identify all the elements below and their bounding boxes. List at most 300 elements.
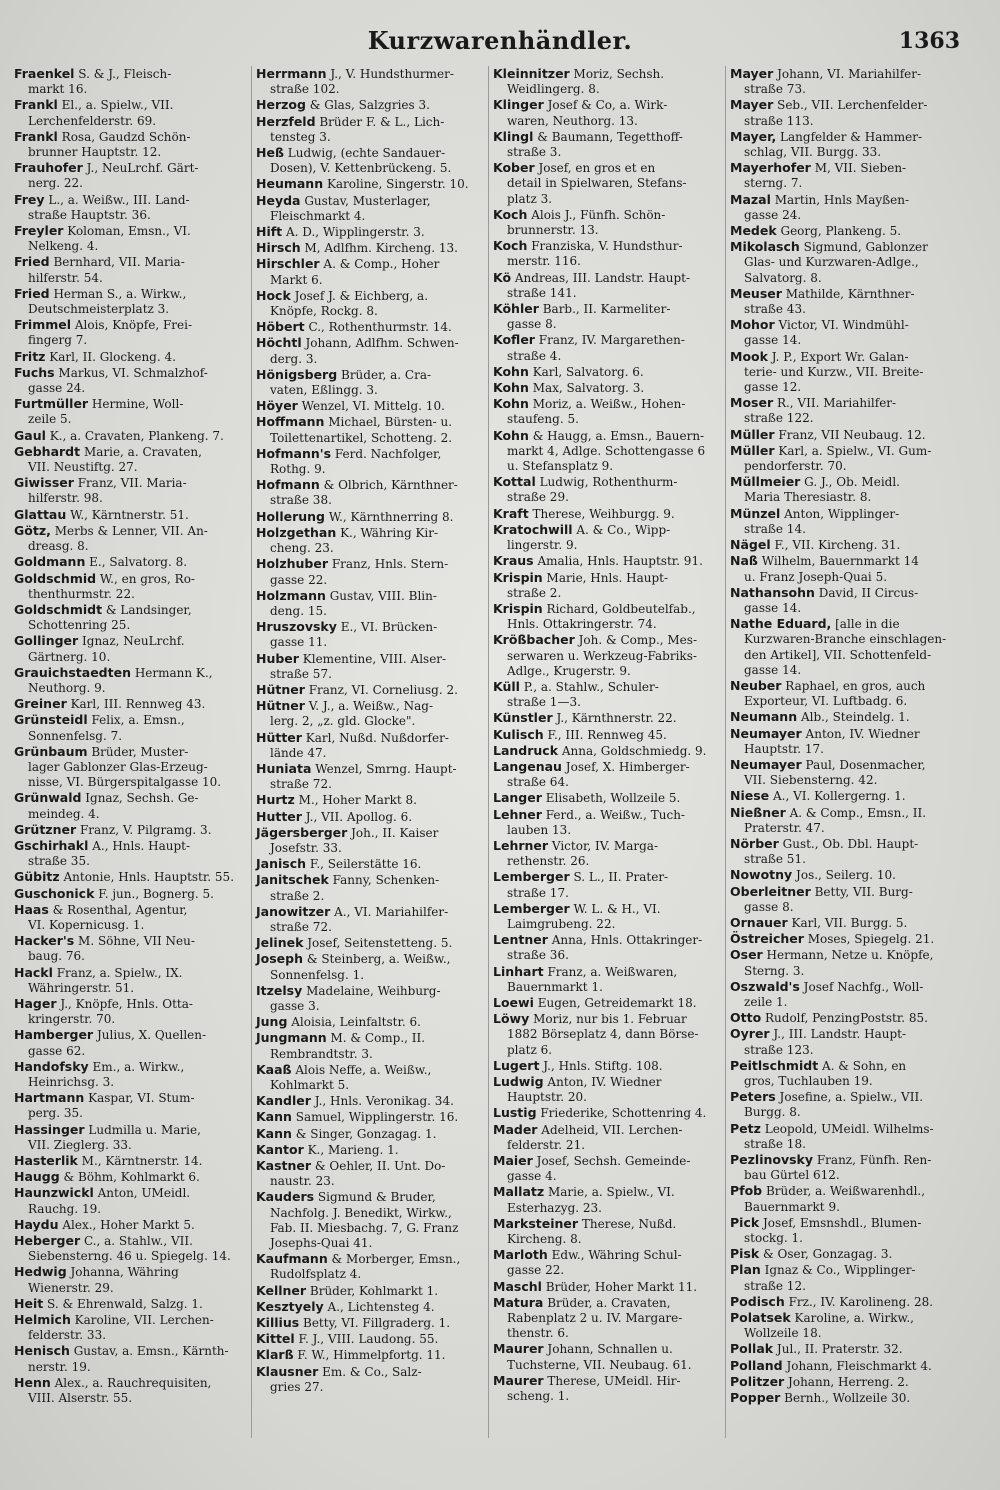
entry-details: Brüder F. & L., Lich- [319, 114, 445, 129]
entry-details: Brüder, Hoher Markt 11. [545, 1279, 698, 1294]
entry-name: Jägersberger [256, 824, 348, 840]
directory-entry [256, 66, 485, 97]
directory-entry [256, 193, 485, 224]
directory-entry [493, 1295, 722, 1342]
entry-details: Franz, a. Weißwaren, [547, 964, 678, 979]
entry-details: Eugen, Getreidemarkt 18. [537, 995, 697, 1010]
entry-name: Otto [730, 1010, 762, 1026]
entry-name: Mayerhofer [730, 160, 811, 176]
directory-entry [730, 506, 959, 537]
directory-entry [256, 1331, 485, 1347]
entry-details: Franz, V. Pilgramg. 3. [79, 822, 212, 837]
entry-details: Franz, Hnls. Stern- [331, 557, 449, 572]
entry-continuation: nerstr. 19. [28, 1359, 91, 1374]
entry-continuation: straße 72. [270, 919, 332, 934]
entry-continuation: Rudolfsplatz 4. [270, 1267, 362, 1282]
entry-details: Franz, a. Spielw., IX. [56, 965, 183, 980]
directory-entry [14, 869, 248, 885]
entry-details: Friederike, Schottenring 4. [540, 1106, 707, 1121]
entry-continuation: Markt 6. [270, 272, 323, 287]
directory-column [725, 66, 962, 1438]
entry-continuation: Hauptstr. 20. [507, 1090, 587, 1105]
entry-details: Sigmund, Gablonzer [803, 240, 928, 255]
entry-name: Itzelsy [256, 982, 303, 998]
directory-entry [14, 696, 248, 712]
directory-entry [14, 965, 248, 996]
entry-name: Pezlinovsky [730, 1152, 814, 1168]
entry-details: Alex., Hoher Markt 5. [62, 1217, 195, 1232]
entry-name: Koch [493, 206, 528, 222]
entry-continuation: derg. 3. [270, 351, 318, 366]
entry-details: & Böhm, Kohlmarkt 6. [63, 1170, 200, 1185]
entry-name: Polland [730, 1357, 783, 1373]
entry-details: Karl, Nußd. Nußdorfer- [305, 730, 449, 745]
entry-details: C., Rothenthurmstr. 14. [308, 320, 452, 335]
directory-entry [14, 1169, 248, 1185]
entry-name: Neumann [730, 709, 798, 725]
entry-name: Kleinnitzer [493, 66, 570, 81]
entry-name: Herzfeld [256, 113, 316, 129]
entry-continuation: Heinrichsg. 3. [28, 1075, 115, 1089]
entry-continuation: Burgg. 8. [744, 1105, 801, 1120]
entry-details: Johann, Fleischmarkt 4. [786, 1358, 932, 1373]
entry-continuation: lauben 13. [507, 822, 572, 837]
entry-continuation: straße 18. [744, 1136, 806, 1151]
entry-name: Maier [493, 1153, 533, 1169]
entry-details: Marie, a. Cravaten, [83, 444, 202, 459]
entry-name: Naß [730, 553, 758, 569]
directory-entry [730, 1246, 959, 1262]
directory-entry [493, 632, 722, 679]
directory-entry [493, 1011, 722, 1058]
entry-continuation: sterng. 7. [744, 176, 803, 191]
entry-name: Janitschek [256, 872, 329, 888]
entry-details: Alex., a. Rauchrequisiten, [54, 1375, 212, 1390]
entry-details: Ferd., a. Weißw., Tuch- [545, 807, 685, 822]
directory-entry [256, 367, 485, 398]
directory-entry [14, 97, 248, 128]
entry-details: Josef, Emsnshdl., Blumen- [763, 1215, 922, 1230]
directory-entry [730, 1121, 959, 1152]
directory-entry [256, 335, 485, 366]
entry-continuation: u. Franz Joseph-Quai 5. [744, 569, 888, 584]
entry-details: Koloman, Emsn., VI. [67, 224, 191, 239]
entry-name: Mook [730, 348, 768, 364]
entry-continuation: straße 51. [744, 852, 806, 867]
entry-continuation: rethenstr. 26. [507, 854, 590, 869]
entry-details: Merbs & Lenner, VII. An- [54, 523, 208, 538]
page-number: 1363 [898, 28, 960, 54]
entry-details: & Haugg, a. Emsn., Bauern- [532, 428, 705, 443]
entry-details: M., Hoher Markt 8. [298, 793, 417, 808]
entry-name: Kittel [256, 1331, 295, 1347]
entry-name: Huniata [256, 760, 312, 776]
entry-name: Lemberger [493, 869, 570, 885]
entry-name: Jung [256, 1014, 288, 1030]
directory-entry [256, 951, 485, 982]
entry-continuation: gasse 11. [270, 635, 328, 650]
entry-details: Anton, UMeidl. [97, 1186, 191, 1201]
entry-name: Kohn [493, 380, 529, 396]
entry-details: Raphael, en gros, auch [785, 678, 926, 693]
entry-name: Kö [493, 269, 512, 285]
entry-continuation: Maria Theresiastr. 8. [744, 490, 872, 505]
entry-name: Mallatz [493, 1184, 545, 1200]
directory-entry [14, 633, 248, 664]
entry-details: W., Kärntnerstr. 51. [70, 507, 189, 522]
entry-details: & Rosenthal, Agentur, [52, 902, 188, 917]
entry-name: Heyda [256, 192, 301, 208]
entry-name: Linhart [493, 963, 544, 979]
entry-details: Jos., Seilerg. 10. [796, 868, 896, 883]
directory-entry [14, 554, 248, 570]
directory-entry [493, 1341, 722, 1372]
directory-entry [730, 317, 959, 348]
entry-continuation: nerg. 22. [28, 176, 83, 191]
entry-continuation: gasse 8. [744, 899, 794, 914]
entry-name: Peitlschmidt [730, 1057, 819, 1073]
entry-details: Moriz, a. Weißw., Hohen- [532, 397, 686, 412]
entry-name: Kohn [493, 363, 529, 379]
entry-name: Lugert [493, 1057, 540, 1073]
directory-entry [493, 380, 722, 396]
entry-details: Elisabeth, Wollzeile 5. [545, 791, 681, 806]
directory-entry [493, 364, 722, 380]
entry-continuation: straße 1—3. [507, 695, 581, 710]
directory-entry [493, 710, 722, 726]
entry-details: Josef & Co, a. Wirk- [547, 98, 668, 113]
entry-name: Nießner [730, 804, 786, 820]
entry-details: Karl, VII. Burgg. 5. [791, 915, 908, 930]
entry-continuation: lingerstr. 9. [507, 538, 578, 553]
entry-continuation: gasse 24. [744, 207, 802, 222]
entry-continuation: gasse 8. [507, 317, 557, 332]
entry-name: Frankl [14, 128, 58, 144]
directory-entry [493, 553, 722, 569]
directory-entry [730, 805, 959, 836]
entry-continuation: straße 3. [507, 145, 562, 160]
entry-name: Herzog [256, 97, 306, 113]
entry-continuation: dreasg. 8. [28, 539, 89, 554]
entry-name: Pisk [730, 1246, 760, 1262]
entry-details: Marie, a. Spielw., VI. [547, 1185, 675, 1200]
entry-details: F., VII. Kircheng. 31. [774, 538, 901, 553]
entry-name: Hurtz [256, 792, 295, 808]
entry-continuation: serwaren u. Werkzeug-Fabriks- [507, 648, 697, 663]
entry-details: [alle in die [835, 617, 900, 632]
entry-name: Müllmeier [730, 474, 801, 490]
entry-details: Gustav, VIII. Blin- [329, 588, 437, 603]
entry-continuation: baug. 76. [28, 949, 85, 964]
directory-entry [14, 365, 248, 396]
directory-entry [493, 428, 722, 475]
entry-details: Moriz, Sechsh. [573, 67, 665, 81]
entry-details: Karoline, Singerstr. 10. [326, 177, 469, 192]
entry-details: David, II Circus- [818, 585, 919, 600]
entry-name: Fritz [14, 348, 46, 364]
entry-details: L., a. Weißw., III. Land- [48, 192, 190, 207]
directory-entry [14, 886, 248, 902]
entry-continuation: straße 38. [270, 493, 332, 508]
entry-details: Julius, X. Quellen- [96, 1028, 207, 1043]
entry-details: A. & Comp., Hoher [323, 257, 440, 272]
entry-continuation: deng. 15. [270, 603, 327, 618]
directory-entry [493, 743, 722, 759]
page-header [0, 26, 1000, 60]
entry-name: Holzmann [256, 587, 326, 603]
entry-continuation: lerg. 2, „z. gld. Glocke". [270, 714, 416, 729]
directory-entry [730, 678, 959, 709]
entry-name: Götz, [14, 522, 51, 538]
entry-details: S. L., II. Prater- [573, 870, 669, 885]
entry-continuation: gasse 62. [28, 1043, 86, 1058]
directory-entry [256, 809, 485, 825]
directory-entry [493, 727, 722, 743]
entry-details: Ludwig, (echte Sandauer- [287, 146, 446, 161]
entry-name: Kratochwill [493, 521, 573, 537]
entry-name: Krispin [493, 600, 543, 616]
entry-details: Antonie, Hnls. Hauptstr. 55. [63, 870, 235, 885]
directory-entry [14, 571, 248, 602]
entry-continuation: Knöpfe, Rockg. 8. [270, 304, 378, 319]
directory-entry [493, 759, 722, 790]
directory-entry [493, 66, 722, 97]
entry-continuation: Währingerstr. 51. [28, 980, 135, 995]
entry-name: Huber [256, 650, 299, 666]
entry-name: Pollak [730, 1341, 774, 1357]
entry-details: Leopold, UMeidl. Wilhelms- [764, 1121, 934, 1136]
entry-continuation: Kurzwaren-Branche einschlagen- [744, 632, 947, 647]
entry-continuation: Bauernmarkt 1. [507, 979, 603, 994]
directory-entry [493, 332, 722, 363]
entry-details: M., Kärntnerstr. 14. [81, 1154, 203, 1169]
entry-continuation: fingerg 7. [28, 333, 88, 348]
entry-details: Karl, a. Spielw., VI. Gum- [778, 443, 932, 458]
directory-entry [493, 679, 722, 710]
entry-continuation: straße 12. [744, 1278, 806, 1293]
entry-continuation: straße 2. [270, 888, 325, 903]
entry-name: Gschirhakl [14, 837, 89, 853]
entry-details: A., Lichtensteg 4. [327, 1299, 435, 1314]
directory-entry [493, 160, 722, 207]
entry-name: Medek [730, 223, 777, 239]
entry-name: Moser [730, 395, 774, 411]
directory-entry [14, 1185, 248, 1216]
directory-entry [256, 256, 485, 287]
entry-name: Höyer [256, 398, 298, 414]
entry-details: Em. & Co., Salz- [322, 1364, 422, 1379]
entry-details: Franz, IV. Margarethen- [538, 333, 685, 348]
directory-entry [14, 286, 248, 317]
entry-continuation: pendorferstr. 70. [744, 459, 847, 474]
entry-name: Hollerung [256, 508, 326, 524]
entry-details: Rosa, Gaudzd Schön- [61, 129, 191, 144]
entry-details: F., Seilerstätte 16. [309, 857, 422, 872]
entry-details: Joh. & Comp., Mes- [578, 633, 697, 648]
entry-name: Lehrner [493, 837, 549, 853]
directory-entry [493, 1074, 722, 1105]
directory-entry [14, 1122, 248, 1153]
entry-continuation: meindeg. 4. [28, 806, 100, 821]
entry-name: Kellner [256, 1282, 307, 1298]
directory-entry [14, 349, 248, 365]
entry-details: Gustav, a. Emsn., Kärnth- [73, 1344, 229, 1359]
entry-details: M, Adlfhm. Kircheng. 13. [304, 241, 458, 256]
entry-details: J. P., Export Wr. Galan- [771, 349, 909, 364]
entry-name: Kann [256, 1125, 292, 1141]
entry-details: Frz., IV. Karolineng. 28. [788, 1294, 934, 1309]
entry-continuation: gasse 12. [744, 380, 802, 395]
entry-details: Karl, III. Rennweg 43. [70, 697, 206, 712]
entry-continuation: straße 72. [270, 777, 332, 792]
entry-continuation: zeile 1. [744, 994, 788, 1009]
entry-details: F. jun., Bognerg. 5. [98, 886, 214, 901]
entry-name: Koch [493, 238, 528, 254]
directory-entry [730, 553, 959, 584]
entry-details: Therese, Nußd. [581, 1216, 677, 1231]
entry-name: Nathe Eduard, [730, 616, 832, 632]
directory-entry [730, 223, 959, 239]
directory-entry [14, 317, 248, 348]
entry-details: S. & J., Fleisch- [78, 67, 172, 81]
entry-details: J., Hnls. Stiftg. 108. [543, 1058, 663, 1073]
entry-details: F., III. Rennweg 45. [547, 727, 667, 742]
entry-continuation: Wienerstr. 29. [28, 1280, 114, 1295]
entry-details: Brüder, a. Weißwarenhdl., [765, 1184, 926, 1199]
entry-name: Heß [256, 145, 284, 161]
entry-name: Hassinger [14, 1121, 85, 1137]
directory-entry [730, 867, 959, 883]
entry-continuation: gasse 14. [744, 333, 802, 348]
directory-entry [493, 129, 722, 160]
directory-entry [730, 1294, 959, 1310]
entry-name: Lentner [493, 932, 548, 948]
entry-name: Hacker's [14, 933, 75, 949]
directory-entry [256, 1126, 485, 1142]
entry-continuation: Weidlingerg. 8. [507, 82, 600, 97]
entry-name: Hager [14, 995, 57, 1011]
entry-name: Holzhuber [256, 556, 328, 572]
directory-entry [256, 1014, 485, 1030]
entry-details: A. & Sohn, en [822, 1058, 907, 1073]
entry-name: Kohn [493, 427, 529, 443]
entry-details: C., a. Stahlw., VII. [83, 1234, 193, 1249]
directory-entry [730, 709, 959, 725]
directory-entry [14, 475, 248, 506]
entry-name: Heberger [14, 1233, 81, 1249]
directory-entry [256, 1251, 485, 1282]
entry-details: Betty, VI. Fillgraderg. 1. [303, 1316, 451, 1331]
entry-details: Franz, VII Neubaug. 12. [778, 427, 926, 442]
directory-entry [256, 1299, 485, 1315]
entry-continuation: brunner Hauptstr. 12. [28, 145, 162, 160]
directory-entry [493, 1279, 722, 1295]
directory-entry [14, 1312, 248, 1343]
entry-details: Ferd. Nachfolger, [334, 446, 442, 461]
entry-name: Oberleitner [730, 883, 811, 899]
entry-details: Felix, a. Emsn., [91, 713, 185, 728]
directory-entry [256, 556, 485, 587]
entry-continuation: gasse 24. [28, 381, 86, 396]
entry-name: Münzel [730, 505, 781, 521]
directory-entry [256, 240, 485, 256]
directory-entry [256, 935, 485, 951]
entry-details: Kaspar, VI. Stum- [88, 1091, 195, 1106]
entry-name: Neuber [730, 677, 782, 693]
entry-details: & Singer, Gonzagag. 1. [295, 1126, 437, 1141]
entry-details: J., III. Landstr. Haupt- [773, 1027, 907, 1042]
directory-entry [256, 1142, 485, 1158]
directory-entry [493, 270, 722, 301]
entry-continuation: scheng. 1. [507, 1389, 570, 1404]
entry-name: Janisch [256, 856, 307, 872]
directory-entry [256, 730, 485, 761]
entry-details: Hermine, Woll- [91, 397, 184, 412]
entry-details: Em., a. Wirkw., [92, 1059, 185, 1074]
directory-entry [730, 836, 959, 867]
entry-name: Lehner [493, 806, 542, 822]
entry-continuation: den Artikel], VII. Schottenfeld- [744, 647, 932, 662]
entry-details: R., VII. Mariahilfer- [776, 396, 897, 411]
entry-details: Josef, Seitenstetteng. 5. [307, 936, 453, 951]
entry-details: Bernhard, VII. Maria- [53, 255, 185, 270]
entry-name: Östreicher [730, 931, 804, 947]
entry-name: Hirsch [256, 240, 301, 256]
entry-name: Maschl [493, 1278, 542, 1294]
entry-name: Giwisser [14, 475, 74, 491]
entry-details: E., VI. Brücken- [340, 620, 438, 635]
entry-details: Moriz, nur bis 1. Februar [533, 1012, 687, 1027]
entry-name: Mayer [730, 97, 774, 113]
entry-name: Marloth [493, 1247, 548, 1263]
entry-continuation: u. Stefansplatz 9. [507, 459, 614, 474]
directory-entry [730, 1374, 959, 1390]
entry-name: Maurer [493, 1341, 544, 1357]
directory-entry [14, 1296, 248, 1312]
directory-entry [730, 1358, 959, 1374]
entry-continuation: straße 141. [507, 285, 577, 300]
entry-continuation: brunnerstr. 13. [507, 223, 599, 238]
directory-entry [14, 1090, 248, 1121]
directory-entry [730, 192, 959, 223]
entry-continuation: straße Hauptstr. 36. [28, 207, 151, 222]
directory-entry [730, 915, 959, 931]
entry-details: A., Hnls. Haupt- [92, 838, 191, 853]
entry-name: Hütner [256, 681, 305, 697]
directory-entry [256, 1315, 485, 1331]
entry-details: & Steinberg, a. Weißw., [306, 952, 451, 967]
directory-entry [493, 396, 722, 427]
directory-entry [730, 585, 959, 616]
entry-name: Fraenkel [14, 66, 75, 81]
entry-details: Ignaz, Sechsh. Ge- [85, 791, 199, 806]
entry-name: Hütter [256, 729, 302, 745]
directory-column [14, 66, 251, 1438]
entry-details: Brüder, Kohlmarkt 1. [309, 1283, 439, 1298]
entry-name: Greiner [14, 696, 67, 712]
entry-details: Mathilde, Kärnthner- [785, 286, 915, 301]
entry-details: Markus, VI. Schmalzhof- [58, 365, 208, 380]
directory-entry [256, 1109, 485, 1125]
entry-details: W., Kärnthnerring 8. [328, 509, 454, 524]
entry-name: Frauhofer [14, 160, 83, 176]
entry-name: Holzgethan [256, 524, 337, 540]
directory-entry [730, 97, 959, 128]
entry-name: Klarß [256, 1347, 294, 1363]
entry-name: Jungmann [256, 1030, 327, 1046]
directory-entry [493, 506, 722, 522]
entry-name: Hedwig [14, 1264, 67, 1280]
